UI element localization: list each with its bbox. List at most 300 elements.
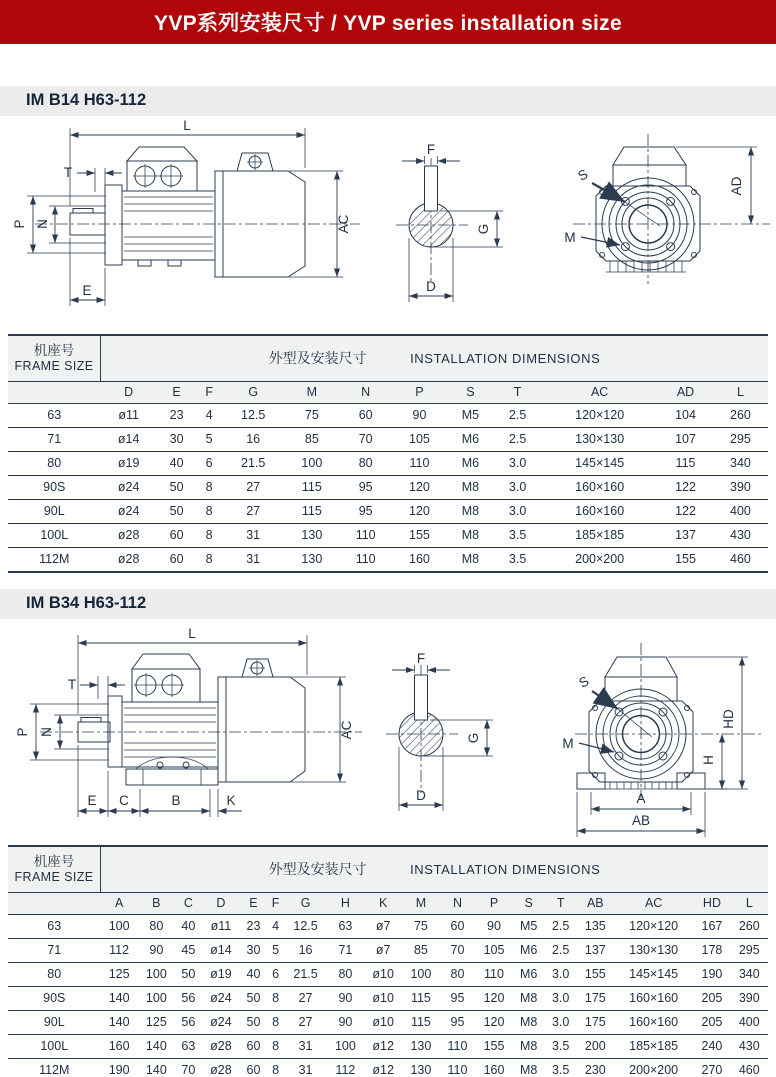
dim-label-s: S bbox=[576, 673, 592, 691]
dim-label-d: D bbox=[426, 279, 436, 294]
column-header-s: S bbox=[513, 893, 545, 915]
dim-l-cell: 400 bbox=[731, 1011, 768, 1035]
column-header-n: N bbox=[339, 382, 392, 404]
dim-f-cell: 4 bbox=[267, 915, 284, 939]
frame-size-cell: 80 bbox=[8, 963, 101, 987]
dim-c-cell: 56 bbox=[175, 1011, 202, 1035]
dim-label-ab: AB bbox=[631, 813, 651, 829]
dim-label-h: H bbox=[701, 755, 716, 766]
frame-row-80 bbox=[8, 963, 768, 987]
b34-side-view bbox=[40, 654, 362, 785]
dim-b-cell: 140 bbox=[145, 1063, 167, 1077]
dim-n-cell: 110 bbox=[447, 1063, 468, 1077]
column-header-m: M bbox=[402, 893, 439, 915]
dim-s-cell: M5 bbox=[513, 915, 545, 939]
dim-d-cell: ø24 bbox=[101, 476, 157, 500]
column-header-p: P bbox=[475, 893, 512, 915]
dim-k-cell: ø10 bbox=[364, 963, 402, 987]
dim-t-cell: 2.5 bbox=[545, 939, 577, 963]
dim-m-cell: 115 bbox=[284, 476, 339, 500]
dim-ab-cell: 135 bbox=[577, 915, 614, 939]
dim-f-cell: 6 bbox=[267, 963, 284, 987]
dim-g-cell: 31 bbox=[222, 524, 284, 548]
dim-ac-cell: 145×145 bbox=[614, 963, 693, 987]
dims-header-zh: 外型及安装尺寸 bbox=[268, 350, 367, 367]
dim-g-cell: 12.5 bbox=[222, 404, 284, 428]
column-header-c: C bbox=[175, 893, 202, 915]
dim-t-cell: 3.0 bbox=[494, 476, 541, 500]
dim-label-f: F bbox=[416, 651, 426, 667]
frame-row-90l bbox=[8, 500, 768, 524]
dim-a-cell: 190 bbox=[108, 1063, 130, 1077]
dim-a-cell: 140 bbox=[101, 1011, 138, 1035]
b14-table-body bbox=[8, 404, 768, 573]
column-header-d: D bbox=[101, 382, 157, 404]
dim-ad-cell: 155 bbox=[675, 552, 696, 567]
dim-label-p: P bbox=[15, 727, 30, 737]
frame-row-112m bbox=[8, 548, 768, 573]
dim-f-cell: 6 bbox=[196, 452, 222, 476]
dims-header-en: INSTALLATION DIMENSIONS bbox=[410, 351, 601, 367]
dim-e-cell: 50 bbox=[240, 1011, 267, 1035]
column-header-l: L bbox=[713, 382, 768, 404]
dim-d-cell: ø11 bbox=[202, 915, 240, 939]
dim-n-cell: 95 bbox=[339, 500, 392, 524]
frame-size-header bbox=[8, 335, 101, 382]
dim-p-cell: 155 bbox=[475, 1035, 512, 1059]
dim-t-cell: 3.5 bbox=[551, 1063, 570, 1077]
frame-size-cell: 90L bbox=[8, 1011, 101, 1035]
dim-m-cell: 85 bbox=[402, 939, 439, 963]
column-header-p: P bbox=[392, 382, 447, 404]
frame-size-cell: 90L bbox=[8, 500, 101, 524]
column-header-a: A bbox=[101, 893, 138, 915]
dim-e-cell: 23 bbox=[240, 915, 267, 939]
dim-t-cell: 3.0 bbox=[494, 452, 541, 476]
dim-s-cell: M6 bbox=[513, 963, 545, 987]
b34-side-view-dimensions bbox=[30, 635, 346, 817]
frame-row-63 bbox=[8, 404, 768, 428]
dim-label-ac: AC bbox=[339, 720, 354, 740]
dim-s-cell: M8 bbox=[447, 524, 494, 548]
dim-s-cell: M8 bbox=[513, 1035, 545, 1059]
column-header-t: T bbox=[545, 893, 577, 915]
dim-ac-cell: 185×185 bbox=[541, 524, 658, 548]
dim-s-cell: M8 bbox=[447, 476, 494, 500]
frame-size-cell: 112M bbox=[39, 1063, 70, 1077]
dim-p-cell: 120 bbox=[475, 1011, 512, 1035]
dim-h-cell: 71 bbox=[327, 939, 364, 963]
dim-l-cell: 460 bbox=[738, 1063, 760, 1077]
frame-col-spacer bbox=[8, 382, 101, 404]
dim-p-cell: 120 bbox=[475, 987, 512, 1011]
column-header-b: B bbox=[138, 893, 175, 915]
dim-e-cell: 40 bbox=[240, 963, 267, 987]
b34-dimensions-table bbox=[8, 845, 768, 1077]
dim-label-ac: AC bbox=[336, 214, 351, 234]
dim-a-cell: 100 bbox=[101, 915, 138, 939]
dim-ac-cell: 130×130 bbox=[614, 939, 693, 963]
frame-size-cell: 63 bbox=[8, 915, 101, 939]
dim-hd-cell: 167 bbox=[693, 915, 730, 939]
dim-l-cell: 390 bbox=[713, 476, 768, 500]
page-title: YVP系列安装尺寸 / YVP series installation size bbox=[154, 12, 622, 35]
dim-label-l: L bbox=[188, 626, 196, 642]
dim-n-cell: 110 bbox=[339, 524, 392, 548]
frame-col-spacer bbox=[8, 893, 101, 915]
section-im-b34 bbox=[0, 589, 776, 1077]
dim-hd-cell: 190 bbox=[693, 963, 730, 987]
dim-label-g: G bbox=[476, 223, 491, 235]
dim-p-cell: 105 bbox=[475, 939, 512, 963]
dim-n-cell: 95 bbox=[440, 1011, 476, 1035]
dim-f-cell: 8 bbox=[267, 1035, 284, 1059]
dim-f-cell: 5 bbox=[196, 428, 222, 452]
dim-n-cell: 70 bbox=[440, 939, 476, 963]
b14-side-view bbox=[35, 147, 360, 277]
column-header-l: L bbox=[731, 893, 768, 915]
frame-size-cell: 90S bbox=[8, 476, 101, 500]
b14-side-view-dimensions bbox=[27, 128, 343, 306]
dim-l-cell: 400 bbox=[713, 500, 768, 524]
dim-n-cell: 70 bbox=[339, 428, 392, 452]
installation-dimensions-header bbox=[101, 335, 769, 382]
frame-size-header-zh: 机座号 bbox=[33, 343, 75, 358]
dims-header-zh: 外型及安装尺寸 bbox=[268, 861, 367, 878]
dims-header-en: INSTALLATION DIMENSIONS bbox=[410, 862, 601, 878]
table-header-row bbox=[8, 846, 768, 893]
dim-l-cell: 295 bbox=[713, 428, 768, 452]
dim-label-e: E bbox=[87, 793, 97, 809]
frame-size-cell: 71 bbox=[8, 939, 101, 963]
dim-g-cell: 27 bbox=[284, 987, 326, 1011]
dim-l-cell: 430 bbox=[731, 1035, 768, 1059]
dim-label-ad: AD bbox=[729, 176, 744, 196]
column-letters-row bbox=[8, 893, 768, 915]
dim-label-d: D bbox=[416, 788, 426, 804]
column-header-e: E bbox=[240, 893, 267, 915]
dim-d-cell: ø19 bbox=[202, 963, 240, 987]
section-heading-b34 bbox=[0, 589, 776, 619]
dim-ac-cell: 160×160 bbox=[541, 500, 658, 524]
dim-d-cell: ø28 bbox=[101, 524, 157, 548]
dim-e-cell: 50 bbox=[157, 500, 196, 524]
dim-l-cell: 260 bbox=[713, 404, 768, 428]
dim-ab-cell: 137 bbox=[577, 939, 614, 963]
dim-p-cell: 120 bbox=[392, 500, 447, 524]
dim-l-cell: 340 bbox=[731, 963, 768, 987]
dim-h-cell: 90 bbox=[327, 1011, 364, 1035]
dim-ac-cell: 145×145 bbox=[541, 452, 658, 476]
dim-b-cell: 140 bbox=[138, 1035, 175, 1059]
dim-f-cell: 5 bbox=[267, 939, 284, 963]
dim-d-cell: ø19 bbox=[101, 452, 157, 476]
dim-t-cell: 3.5 bbox=[494, 524, 541, 548]
dim-m-cell: 100 bbox=[284, 452, 339, 476]
dim-label-f: F bbox=[426, 142, 436, 157]
dim-t-cell: 3.0 bbox=[545, 987, 577, 1011]
frame-size-cell: 100L bbox=[8, 524, 101, 548]
dim-f-cell: 8 bbox=[196, 476, 222, 500]
dim-m-cell: 100 bbox=[402, 963, 439, 987]
dim-p-cell: 110 bbox=[475, 963, 512, 987]
dim-p-cell: 90 bbox=[392, 404, 447, 428]
dim-label-l: L bbox=[183, 118, 191, 133]
dim-e-cell: 30 bbox=[240, 939, 267, 963]
column-header-t: T bbox=[494, 382, 541, 404]
dim-s-cell: M6 bbox=[447, 428, 494, 452]
dim-p-cell: 160 bbox=[409, 552, 430, 567]
dim-g-cell: 27 bbox=[284, 1011, 326, 1035]
dim-t-cell: 2.5 bbox=[494, 404, 541, 428]
dim-f-cell: 8 bbox=[205, 552, 213, 567]
dim-n-cell: 95 bbox=[440, 987, 476, 1011]
dim-f-cell: 8 bbox=[267, 1011, 284, 1035]
dim-h-cell: 90 bbox=[327, 987, 364, 1011]
dim-p-cell: 155 bbox=[392, 524, 447, 548]
dim-m-cell: 130 bbox=[402, 1035, 439, 1059]
dim-f-cell: 8 bbox=[196, 524, 222, 548]
dim-e-cell: 60 bbox=[246, 1063, 261, 1077]
frame-size-cell: 90S bbox=[8, 987, 101, 1011]
dim-e-cell: 40 bbox=[157, 452, 196, 476]
dim-m-cell: 75 bbox=[402, 915, 439, 939]
dim-a-cell: 160 bbox=[101, 1035, 138, 1059]
dim-n-cell: 80 bbox=[339, 452, 392, 476]
dim-s-cell: M8 bbox=[513, 1011, 545, 1035]
dim-ad-cell: 122 bbox=[658, 476, 713, 500]
dim-p-cell: 105 bbox=[392, 428, 447, 452]
dim-a-cell: 140 bbox=[101, 987, 138, 1011]
dim-c-cell: 50 bbox=[175, 963, 202, 987]
dim-hd-cell: 240 bbox=[693, 1035, 730, 1059]
dim-ab-cell: 175 bbox=[577, 1011, 614, 1035]
dim-t-cell: 3.5 bbox=[545, 1035, 577, 1059]
dim-ad-cell: 104 bbox=[658, 404, 713, 428]
dim-d-cell: ø11 bbox=[101, 404, 157, 428]
column-header-g: G bbox=[222, 382, 284, 404]
dim-s-cell: M8 bbox=[461, 552, 480, 567]
dim-g-cell: 21.5 bbox=[284, 963, 326, 987]
dim-ad-cell: 137 bbox=[658, 524, 713, 548]
dim-s-cell: M8 bbox=[513, 987, 545, 1011]
dim-f-cell: 8 bbox=[267, 987, 284, 1011]
section-heading-text: IM B34 H63-112 bbox=[26, 594, 147, 613]
dim-ad-cell: 107 bbox=[658, 428, 713, 452]
dim-c-cell: 56 bbox=[175, 987, 202, 1011]
column-header-ac: AC bbox=[541, 382, 658, 404]
dim-hd-cell: 178 bbox=[693, 939, 730, 963]
dim-h-cell: 112 bbox=[335, 1063, 356, 1077]
dim-ad-cell: 122 bbox=[658, 500, 713, 524]
section-im-b14 bbox=[0, 86, 776, 573]
dim-t-cell: 3.5 bbox=[508, 552, 527, 567]
frame-row-100l bbox=[8, 524, 768, 548]
dim-e-cell: 60 bbox=[169, 552, 184, 567]
frame-row-90s bbox=[8, 987, 768, 1011]
dim-g-cell: 16 bbox=[222, 428, 284, 452]
dim-s-cell: M6 bbox=[513, 939, 545, 963]
dim-g-cell: 31 bbox=[246, 552, 261, 567]
dim-d-cell: ø14 bbox=[101, 428, 157, 452]
dim-g-cell: 21.5 bbox=[222, 452, 284, 476]
dim-g-cell: 31 bbox=[284, 1035, 326, 1059]
frame-size-cell: 71 bbox=[8, 428, 101, 452]
dim-g-cell: 27 bbox=[222, 500, 284, 524]
dim-d-cell: ø24 bbox=[202, 1011, 240, 1035]
dim-c-cell: 70 bbox=[181, 1063, 196, 1077]
column-letters-row bbox=[8, 382, 768, 404]
frame-row-112m bbox=[8, 1059, 768, 1077]
column-header-f: F bbox=[196, 382, 222, 404]
dim-ac-cell: 200×200 bbox=[575, 552, 625, 567]
dim-a-cell: 125 bbox=[101, 963, 138, 987]
column-header-d: D bbox=[202, 893, 240, 915]
column-header-ac: AC bbox=[614, 893, 693, 915]
dim-e-cell: 30 bbox=[157, 428, 196, 452]
frame-row-90l bbox=[8, 1011, 768, 1035]
dim-d-cell: ø24 bbox=[202, 987, 240, 1011]
dim-k-cell: ø12 bbox=[364, 1035, 402, 1059]
dim-ad-cell: 115 bbox=[658, 452, 713, 476]
dim-n-cell: 80 bbox=[440, 963, 476, 987]
dim-g-cell: 31 bbox=[298, 1063, 313, 1077]
dim-s-cell: M6 bbox=[447, 452, 494, 476]
dim-label-a: A bbox=[636, 791, 646, 807]
dim-n-cell: 60 bbox=[339, 404, 392, 428]
column-header-m: M bbox=[284, 382, 339, 404]
dim-hd-cell: 205 bbox=[693, 987, 730, 1011]
frame-row-71 bbox=[8, 939, 768, 963]
dim-m-cell: 75 bbox=[284, 404, 339, 428]
dim-l-cell: 390 bbox=[731, 987, 768, 1011]
column-header-g: G bbox=[284, 893, 326, 915]
b34-table-body bbox=[8, 915, 768, 1077]
dim-c-cell: 45 bbox=[175, 939, 202, 963]
dim-d-cell: ø28 bbox=[210, 1063, 232, 1077]
dim-s-cell: M8 bbox=[447, 500, 494, 524]
dim-d-cell: ø28 bbox=[117, 552, 140, 567]
dim-label-m: M bbox=[562, 736, 574, 752]
dim-m-cell: 130 bbox=[301, 552, 323, 567]
dim-d-cell: ø14 bbox=[202, 939, 240, 963]
section-heading-text: IM B14 H63-112 bbox=[26, 91, 147, 109]
section-heading-b14 bbox=[0, 86, 776, 116]
dim-p-cell: 160 bbox=[483, 1063, 505, 1077]
dim-b-cell: 80 bbox=[138, 915, 175, 939]
dim-t-cell: 3.0 bbox=[494, 500, 541, 524]
dim-hd-cell: 205 bbox=[693, 1011, 730, 1035]
dim-label-b: B bbox=[171, 793, 181, 809]
dim-e-cell: 50 bbox=[240, 987, 267, 1011]
dim-f-cell: 4 bbox=[196, 404, 222, 428]
dim-label-p: P bbox=[12, 219, 27, 229]
dim-label-n: N bbox=[35, 219, 50, 229]
dim-k-cell: ø10 bbox=[364, 1011, 402, 1035]
dim-ab-cell: 230 bbox=[584, 1063, 606, 1077]
dim-k-cell: ø7 bbox=[364, 915, 402, 939]
dim-k-cell: ø10 bbox=[364, 987, 402, 1011]
dim-l-cell: 430 bbox=[713, 524, 768, 548]
dim-g-cell: 12.5 bbox=[284, 915, 326, 939]
dim-ac-cell: 160×160 bbox=[614, 987, 693, 1011]
dim-label-g: G bbox=[466, 732, 481, 744]
dim-m-cell: 85 bbox=[284, 428, 339, 452]
dim-h-cell: 80 bbox=[327, 963, 364, 987]
frame-size-header-en: FRAME SIZE bbox=[14, 870, 94, 885]
b14-technical-drawing bbox=[0, 116, 776, 330]
dim-b-cell: 125 bbox=[138, 1011, 175, 1035]
dim-l-cell: 260 bbox=[731, 915, 768, 939]
dim-g-cell: 16 bbox=[284, 939, 326, 963]
dim-t-cell: 2.5 bbox=[494, 428, 541, 452]
frame-row-71 bbox=[8, 428, 768, 452]
dim-m-cell: 130 bbox=[284, 524, 339, 548]
frame-size-cell: 63 bbox=[8, 404, 101, 428]
dim-p-cell: 110 bbox=[392, 452, 447, 476]
dim-l-cell: 460 bbox=[730, 552, 751, 567]
dim-m-cell: 115 bbox=[402, 987, 439, 1011]
dim-k-cell: ø7 bbox=[364, 939, 402, 963]
dim-e-cell: 23 bbox=[157, 404, 196, 428]
dim-f-cell: 8 bbox=[196, 500, 222, 524]
column-header-hd: HD bbox=[693, 893, 730, 915]
dim-d-cell: ø28 bbox=[202, 1035, 240, 1059]
dim-ac-cell: 130×130 bbox=[541, 428, 658, 452]
dim-n-cell: 110 bbox=[440, 1035, 476, 1059]
dim-ac-cell: 200×200 bbox=[629, 1063, 679, 1077]
frame-size-header bbox=[8, 846, 101, 893]
b14-end-view bbox=[573, 134, 770, 284]
installation-dimensions-header bbox=[101, 846, 769, 893]
dim-n-cell: 60 bbox=[440, 915, 476, 939]
dim-ac-cell: 120×120 bbox=[541, 404, 658, 428]
dim-l-cell: 295 bbox=[731, 939, 768, 963]
frame-size-cell: 80 bbox=[8, 452, 101, 476]
dim-c-cell: 63 bbox=[175, 1035, 202, 1059]
dim-label-m: M bbox=[564, 230, 576, 245]
dim-label-hd: HD bbox=[721, 709, 736, 729]
dim-m-cell: 130 bbox=[410, 1063, 432, 1077]
dim-ab-cell: 175 bbox=[577, 987, 614, 1011]
column-header-s: S bbox=[447, 382, 494, 404]
dim-label-t: T bbox=[63, 165, 73, 180]
dim-c-cell: 40 bbox=[175, 915, 202, 939]
column-header-ad: AD bbox=[658, 382, 713, 404]
dim-b-cell: 100 bbox=[138, 963, 175, 987]
dim-s-cell: M5 bbox=[447, 404, 494, 428]
frame-row-90s bbox=[8, 476, 768, 500]
column-header-h: H bbox=[327, 893, 364, 915]
dim-label-e: E bbox=[82, 283, 92, 298]
dim-e-cell: 60 bbox=[157, 524, 196, 548]
dim-label-c: C bbox=[119, 793, 129, 809]
frame-size-header-zh: 机座号 bbox=[33, 854, 75, 870]
dim-h-cell: 100 bbox=[327, 1035, 364, 1059]
dim-f-cell: 8 bbox=[272, 1063, 280, 1077]
dim-ac-cell: 160×160 bbox=[614, 1011, 693, 1035]
dim-n-cell: 95 bbox=[339, 476, 392, 500]
column-header-f: F bbox=[267, 893, 284, 915]
dim-label-k: K bbox=[226, 793, 236, 809]
dim-b-cell: 100 bbox=[138, 987, 175, 1011]
dim-hd-cell: 270 bbox=[701, 1063, 723, 1077]
column-header-ab: AB bbox=[577, 893, 614, 915]
frame-size-cell: 100L bbox=[8, 1035, 101, 1059]
column-header-n: N bbox=[440, 893, 476, 915]
frame-row-80 bbox=[8, 452, 768, 476]
dim-label-t: T bbox=[67, 677, 77, 693]
